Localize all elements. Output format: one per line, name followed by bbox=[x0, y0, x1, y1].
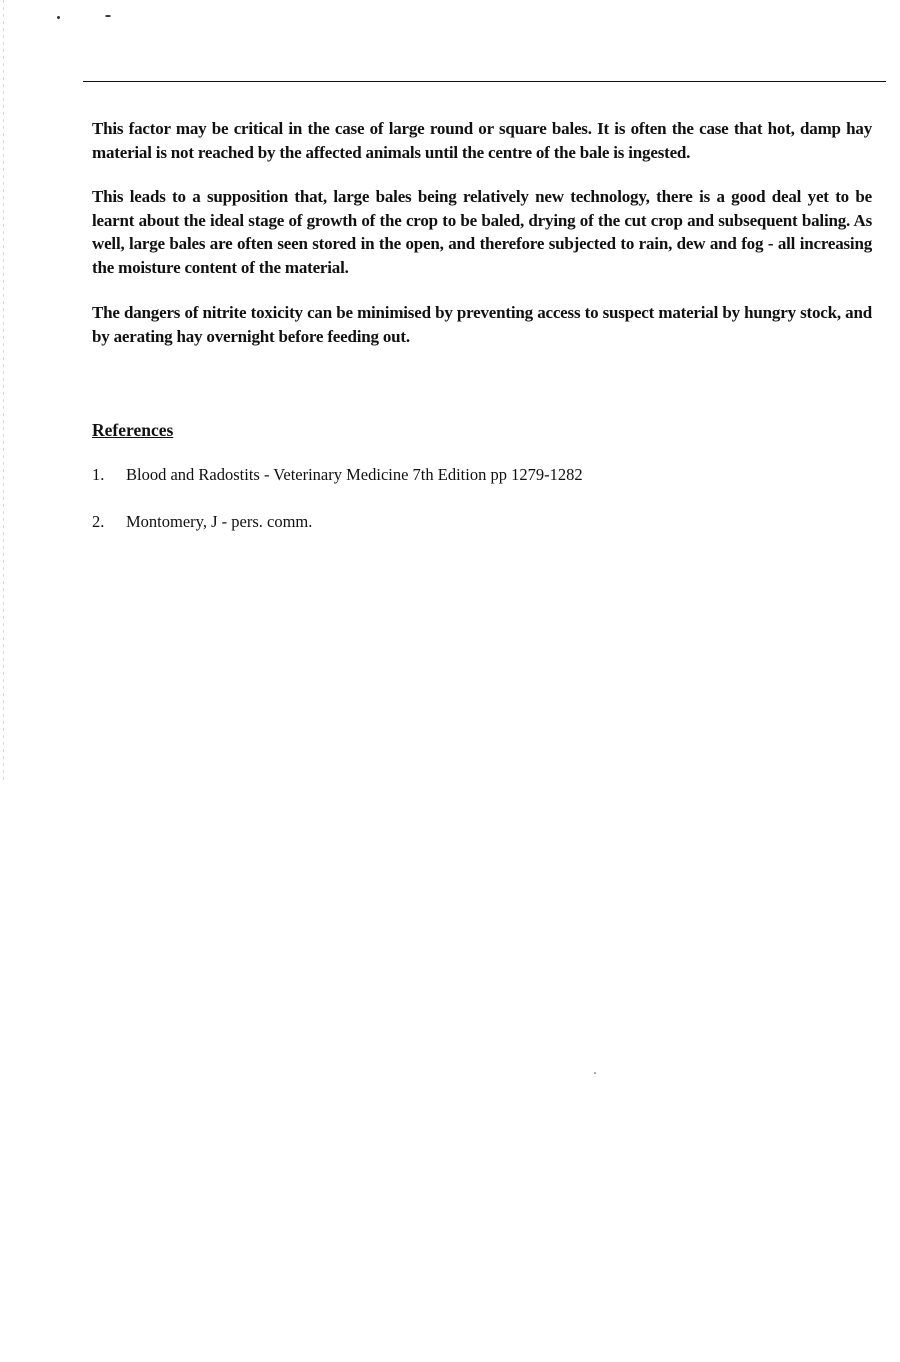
reference-number: 1. bbox=[92, 465, 105, 484]
reference-text: Montomery, J - pers. comm. bbox=[126, 512, 313, 531]
paragraph-large-bales: This leads to a supposition that, large bales being relatively new technology, there is a good deal yet to be learnt about the ideal stage of growth of the crop to be baled, drying of the cut crop and subsequent baling. As well, large bales are often seen stored in the open, and therefore subjected to rain, dew and fog - all increasing the moisture content of the material. bbox=[92, 187, 872, 277]
references-heading: References bbox=[92, 420, 174, 440]
reference-item bbox=[92, 512, 312, 532]
scan-speck bbox=[594, 1072, 596, 1074]
paragraph-bale-risk: This factor may be critical in the case of large round or square bales. It is often the case that hot, damp hay material is not reached by the affected animals until the centre of the bale is ingested. bbox=[92, 119, 872, 162]
paragraph-nitrite-prevention: The dangers of nitrite toxicity can be minimised by preventing access to suspect material by hungry stock, and by aerating hay overnight before feeding out. bbox=[92, 303, 872, 346]
header-rule bbox=[83, 81, 886, 82]
reference-item bbox=[92, 465, 583, 485]
reference-number: 2. bbox=[92, 512, 105, 531]
scan-speck bbox=[105, 15, 111, 17]
reference-text: Blood and Radostits - Veterinary Medicine 7th Edition pp 1279-1282 bbox=[126, 465, 583, 484]
scan-edge-artifact bbox=[3, 0, 4, 780]
scan-speck bbox=[57, 16, 60, 19]
